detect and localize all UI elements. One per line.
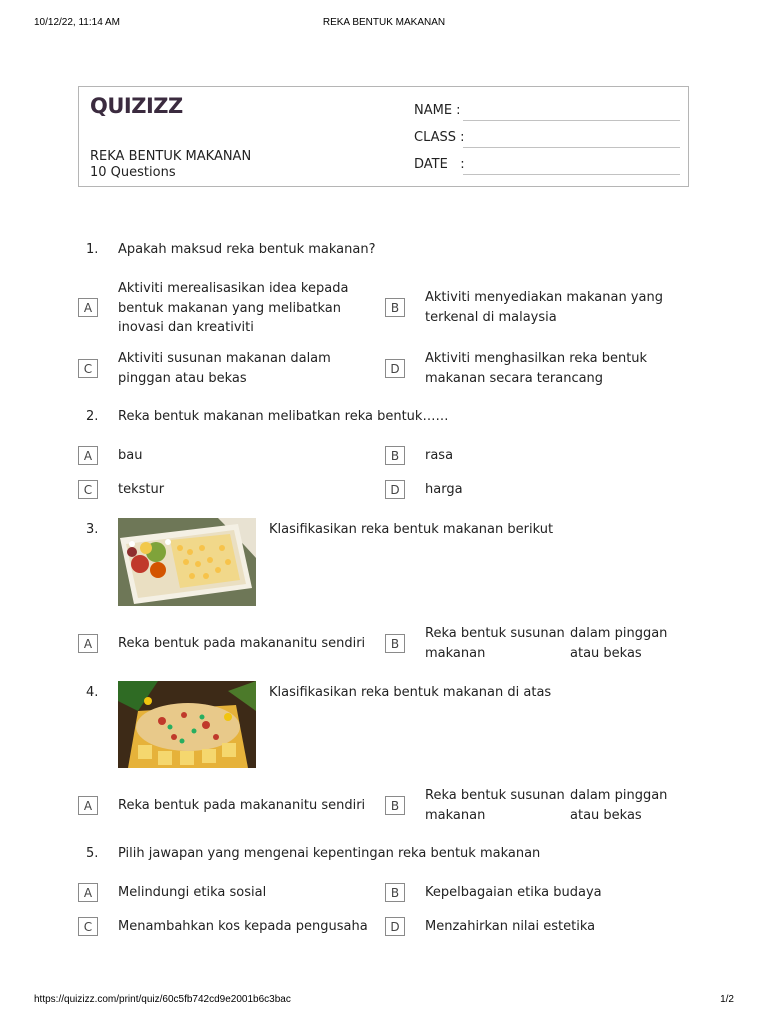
option-d-box[interactable]: D xyxy=(385,917,405,936)
quiz-title: REKA BENTUK MAKANAN xyxy=(90,149,252,164)
option-c-box[interactable]: C xyxy=(78,917,98,936)
option-b-box[interactable]: B xyxy=(385,796,405,815)
question-number: 2. xyxy=(86,409,99,424)
name-label: NAME : xyxy=(414,103,461,118)
name-field[interactable] xyxy=(463,120,680,121)
page-number: 1/2 xyxy=(720,994,734,1005)
option-a-text: Aktiviti merealisasikan idea kepada bentuk makanan yang melibatkan inovasi dan kreativiti xyxy=(118,281,349,335)
print-url[interactable]: https://quizizz.com/print/quiz/60c5fb742cd9e2001b6c3bac xyxy=(34,994,291,1005)
option-b-text: Reka bentuk susunan makanan xyxy=(425,788,565,823)
option-c-text: Aktiviti susunan makanan dalam pinggan atau bekas xyxy=(118,351,331,386)
option-a-text: bau xyxy=(118,448,143,463)
class-label: CLASS : xyxy=(414,130,465,145)
question-text: Reka bentuk makanan melibatkan reka bentuk…… xyxy=(118,409,449,424)
option-b-text-continued: dalam pinggan atau bekas xyxy=(570,788,668,823)
print-datetime: 10/12/22, 11:14 AM xyxy=(34,17,120,28)
option-b-text-continued: dalam pinggan atau bekas xyxy=(570,626,668,661)
quiz-header-box xyxy=(78,86,689,187)
question-number: 5. xyxy=(86,846,99,861)
date-field[interactable] xyxy=(463,174,680,175)
question-text: Apakah maksud reka bentuk makanan? xyxy=(118,242,376,257)
option-a-box[interactable]: A xyxy=(78,298,98,317)
option-b-box[interactable]: B xyxy=(385,446,405,465)
option-a-box[interactable]: A xyxy=(78,883,98,902)
option-b-text: Reka bentuk susunan makanan xyxy=(425,626,565,661)
option-b-box[interactable]: B xyxy=(385,298,405,317)
question-number: 1. xyxy=(86,242,99,257)
option-d-text: Menzahirkan nilai estetika xyxy=(425,919,596,934)
question-count: 10 Questions xyxy=(90,165,176,180)
question-number: 4. xyxy=(86,685,99,700)
option-c-text: Menambahkan kos kepada pengusaha xyxy=(118,919,368,934)
option-d-box[interactable]: D xyxy=(385,480,405,499)
option-b-text: Kepelbagaian etika budaya xyxy=(425,885,602,900)
option-a-box[interactable]: A xyxy=(78,796,98,815)
print-title: REKA BENTUK MAKANAN xyxy=(322,17,446,28)
option-a-text: Melindungi etika sosial xyxy=(118,885,267,900)
question-text: Klasifikasikan reka bentuk makanan di atas xyxy=(269,685,552,700)
option-a-box[interactable]: A xyxy=(78,634,98,653)
question-text: Klasifikasikan reka bentuk makanan berikut xyxy=(269,522,554,537)
date-label: DATE : xyxy=(414,157,465,172)
option-b-text: Aktiviti menyediakan makanan yang terkenal di malaysia xyxy=(425,290,663,325)
option-b-box[interactable]: B xyxy=(385,634,405,653)
option-b-box[interactable]: B xyxy=(385,883,405,902)
option-b-text: rasa xyxy=(425,448,454,463)
option-a-text: Reka bentuk pada makananitu sendiri xyxy=(118,798,366,813)
print-header xyxy=(0,17,768,31)
option-c-box[interactable]: C xyxy=(78,480,98,499)
option-d-text: harga xyxy=(425,482,463,497)
option-c-text: tekstur xyxy=(118,482,165,497)
question-number: 3. xyxy=(86,522,99,537)
class-field[interactable] xyxy=(463,147,680,148)
food-image-bento xyxy=(118,518,256,606)
question-text: Pilih jawapan yang mengenai kepentingan reka bentuk makanan xyxy=(118,846,541,861)
option-a-text: Reka bentuk pada makananitu sendiri xyxy=(118,636,366,651)
svg-text:QUIZIZZ: QUIZIZZ xyxy=(90,94,183,118)
option-d-box[interactable]: D xyxy=(385,359,405,378)
food-image-pineapple-rice xyxy=(118,681,256,768)
option-d-text: Aktiviti menghasilkan reka bentuk makanan secara terancang xyxy=(425,351,648,386)
option-c-box[interactable]: C xyxy=(78,359,98,378)
quizizz-logo xyxy=(90,93,183,123)
print-footer xyxy=(0,994,768,1008)
option-a-box[interactable]: A xyxy=(78,446,98,465)
